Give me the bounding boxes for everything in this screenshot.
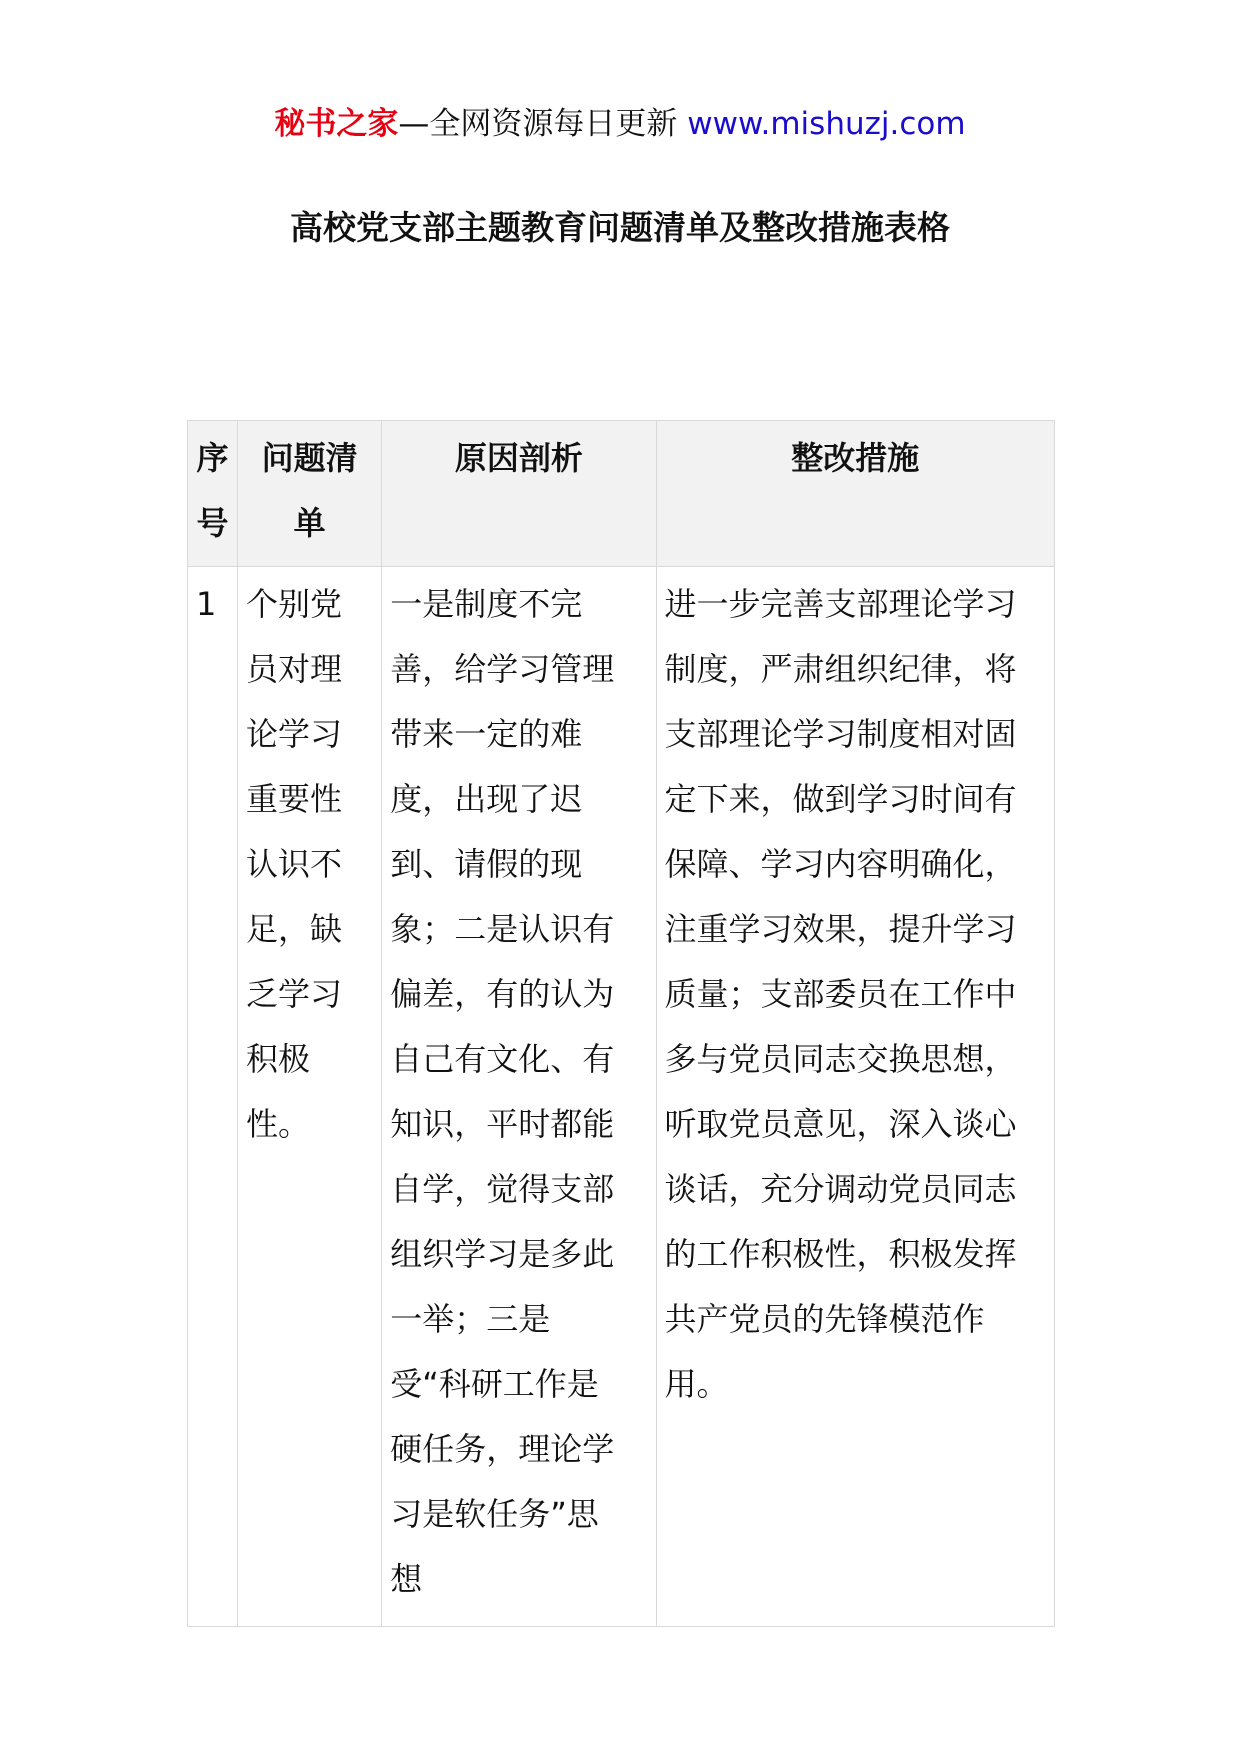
document-title: 高校党支部主题教育问题清单及整改措施表格: [290, 208, 950, 247]
measure-cell: [656, 567, 1054, 1627]
column-header-number-label: 序号: [196, 439, 229, 542]
column-header-number: [188, 421, 238, 567]
cause-text: 一是制度不完善，给学习管理带来一定的难度，出现了迟到、请假的现象；二是认识有偏差，有的认为自己有文化、有知识，平时都能自学，觉得支部组织学习是多此一举；三是受“科研工作是硬任务，理论学习是软任务”思想: [390, 585, 615, 1598]
column-header-issue-list-label: 问题清单: [261, 439, 358, 542]
table-row: [188, 567, 1055, 1627]
site-tagline: —全网资源每日更新: [398, 106, 678, 142]
table-header-row: [188, 421, 1055, 567]
cause-cell: [382, 567, 656, 1627]
row-number-cell: [188, 567, 238, 1627]
issue-text: 个别党员对理论学习重要性认识不足，缺乏学习积极性。: [246, 585, 343, 1143]
column-header-cause-analysis: [382, 421, 656, 567]
issue-cell: [238, 567, 382, 1627]
column-header-issue-list: [238, 421, 382, 567]
column-header-cause-analysis-label: 原因剖析: [454, 439, 583, 477]
row-number: 1: [196, 585, 217, 623]
issue-rectification-table: [187, 420, 1055, 1627]
column-header-rectification-measures-label: 整改措施: [791, 439, 920, 477]
site-banner: [0, 102, 1240, 146]
site-url-link[interactable]: www.mishuzj.com: [687, 106, 966, 142]
site-brand-name: 秘书之家: [274, 106, 399, 142]
column-header-rectification-measures: [656, 421, 1054, 567]
measure-text: 进一步完善支部理论学习制度，严肃组织纪律，将支部理论学习制度相对固定下来，做到学习时间有保障、学习内容明确化，注重学习效果，提升学习质量；支部委员在工作中多与党员同志交换思想，听取党员意见，深入谈心谈话，充分调动党员同志的工作积极性，积极发挥共产党员的先锋模范作用。: [664, 585, 1017, 1403]
